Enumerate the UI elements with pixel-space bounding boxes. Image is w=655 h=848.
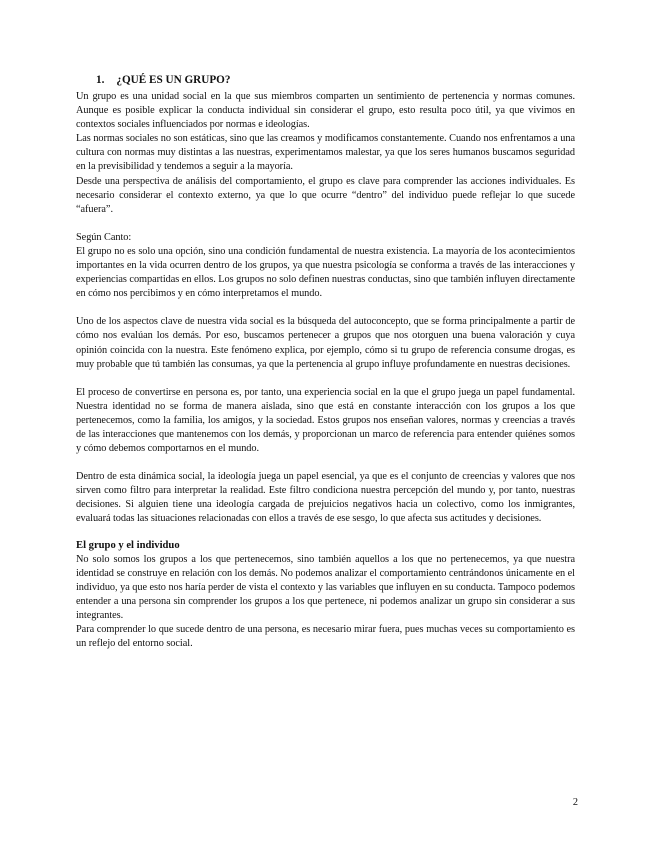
intro-paragraph-3: Desde una perspectiva de análisis del comportamiento, el grupo es clave para comprender las acciones individuales. Es necesario considerar el contexto externo, ya que lo que ocurre “dentro” del individuo puede reflejar lo que sucede “afuera”. <box>76 175 575 215</box>
heading-number: 1. <box>96 74 105 86</box>
heading-title: ¿QUÉ ES UN GRUPO? <box>116 74 231 86</box>
page-number: 2 <box>572 797 578 808</box>
body-paragraph-2: El proceso de convertirse en persona es, por tanto, una experiencia social en la que el grupo juega un papel fundamental. Nuestra identidad no se forma de manera aislada, sino que está en constante interacción con los grupos a los que pertenecemos, como la familia, los amigos, y la sociedad. Estos grupos nos enseñan valores, normas y creencias a través de las interacciones que mantenemos con los demás, y proporcionan un marco de referencia para entender quiénes somos y cómo debemos comportarnos en el mundo. <box>76 386 575 455</box>
canto-paragraph: El grupo no es solo una opción, sino una condición fundamental de nuestra existencia. La mayoría de los acontecimientos importantes en la vida ocurren dentro de los grupos, ya que nuestra psicología se conforma a través de las interacciones y experiencias compartidas en ellos. Los grupos no solo definen nuestras conductas, sino que también influyen directamente en cómo nos percibimos y en cómo interpretamos el mundo. <box>76 245 575 300</box>
intro-paragraph-2: Las normas sociales no son estáticas, sino que las creamos y modificamos constantemente. Cuando nos enfrentamos a una cultura con normas muy distintas a las nuestras, experimentamos malestar, ya que los seres humanos buscamos seguridad en la previsibilidad y tendemos a seguir a la mayoría. <box>76 133 575 173</box>
canto-label: Según Canto: <box>76 231 132 243</box>
intro-paragraph-1: Un grupo es una unidad social en la que sus miembros comparten un sentimiento de pertenencia y normas comunes. Aunque es posible explicar la conducta individual sin considerar el grupo, esto resulta poco útil, ya que vivimos en contextos sociales influenciados por normas e ideologías. <box>76 91 575 131</box>
body-paragraph-1: Uno de los aspectos clave de nuestra vida social es la búsqueda del autoconcepto, que se forma principalmente a partir de cómo nos evalúan los demás. Por eso, buscamos pertenecer a grupos que nos otorguen una buena valoración y cuya opinión coincida con la nuestra. Este fenómeno explica, por ejemplo, cómo si tu grupo de referencia consume drogas, es muy probable que tú también las consumas, ya que la pertenencia al grupo influye profundamente en nuestras decisiones. <box>76 316 575 370</box>
subsection-title: El grupo y el individuo <box>76 539 180 551</box>
subsection-paragraph-1: No solo somos los grupos a los que pertenecemos, sino también aquellos a los que no pertenecemos, ya que nuestra identidad se construye en relación con los demás. No podemos analizar el comportamiento centrándonos únicamente en el individuo, ya que esto nos haría perder de vista el contexto y las variables que influyen en su conducta. Tampoco podemos entender a una persona sin comprender los grupos a los que pertenece, ni podemos analizar un grupo sin considerar a sus integrantes. <box>76 553 575 621</box>
subsection-paragraph-2: Para comprender lo que sucede dentro de una persona, es necesario mirar fuera, pues muchas veces su comportamiento es un reflejo del entorno social. <box>76 624 575 650</box>
body-paragraph-3: Dentro de esta dinámica social, la ideología juega un papel esencial, ya que es el conjunto de creencias y valores que nos sirven como filtro para interpretar la realidad. Este filtro condiciona nuestra percepción del mundo y, por tanto, nuestras decisiones. Si alguien tiene una ideología cargada de prejuicios negativos hacia un colectivo, como los inmigrantes, evaluará todas las situaciones relacionadas con ellos a través de ese sesgo, lo que afecta sus actitudes y decisiones. <box>76 471 575 525</box>
section-heading <box>96 73 575 87</box>
